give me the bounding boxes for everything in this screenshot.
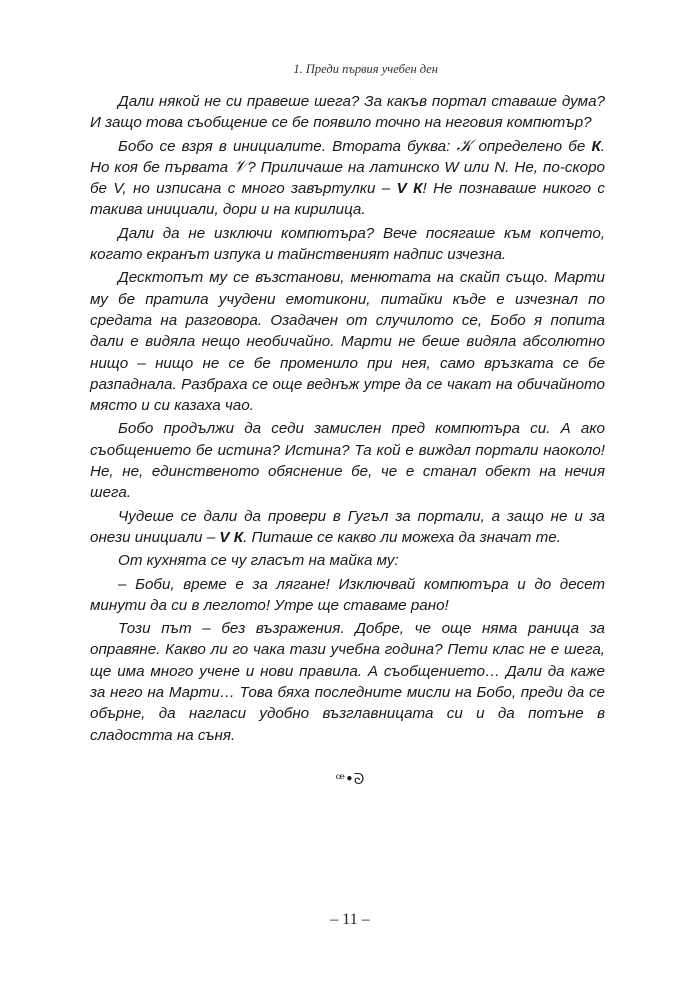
paragraph: От кухнята се чу гласът на майка му: [118, 552, 399, 570]
bold-letter-k: К [591, 137, 601, 155]
initials-vk: V К [219, 528, 244, 546]
initials-vk: V К [396, 180, 423, 198]
script-initial-v: 𝒱 [233, 156, 248, 177]
section-ornament: ꟹ•ᘐ [335, 770, 365, 788]
paragraph: – Боби, време е за лягане! Изключвай компютъра и до десет минути да си в леглото! Утре ще ставаме рано! [90, 575, 605, 614]
running-head: 1. Преди първия учебен ден [293, 62, 438, 76]
paragraph: Бобо продължи да седи замислен пред компютъра си. А ако съобщението бе истина? Истина? Та кой е виждал портали наоколо! Не, не, единственото обяснение бе, че е станал обект на нечия шега. [90, 420, 605, 502]
text-span: Чудеше се дали да провери в Гугъл за портали, а защо не и за онези инициали – [90, 507, 605, 546]
text-span: ? Приличаше на латинско W или N. Не, по-скоро бе V, но изписана с много завъртулки – [90, 158, 605, 198]
text-span: определено бе [472, 137, 592, 155]
text-span: ! Не познаваше никого с такива инициали, дори и на кирилица. [90, 180, 606, 219]
script-initial-k: 𝒦 [456, 135, 473, 156]
paragraph [90, 136, 605, 221]
text-span: . Питаше се какво ли можеха да значат те. [243, 528, 561, 546]
text-span: Бобо се взря в инициалите. Втората буква: [118, 137, 457, 155]
paragraph: Този път – без възражения. Добре, че още няма раница за оправяне. Какво ли го чака тази учебна година? Пети клас не е шега, ще има много учене и нови правила. А съобщението… Дали да каже за него на Марти… Това бяха последните мисли на Бобо, преди да се обърне, да нагласи удобно възглавницата си и да потъне в сладостта на съня. [90, 620, 605, 744]
paragraph [90, 506, 605, 549]
text-span: . Но коя бе първата [90, 137, 606, 176]
paragraph: Десктопът му се възстанови, менютата на скайп също. Марти му бе пратила учудени емотикони, питайки къде е изчезнал по средата на разговора. Озадачен от случилото се, Бобо я попита дали е видяла нещо необичайно. Марти не беше видяла абсолютно нищо – нищо не се бе променило при нея, само връзката се бе разпаднала. Разбраха се още веднъж утре да се чакат на обичайното място и си казаха чао. [90, 269, 605, 415]
paragraph: Дали да не изключи компютъра? Вече посягаше към копчето, когато екранът изпука и тайнственият надпис изчезна. [90, 224, 605, 264]
paragraph: Дали някой не си правеше шега? За какъв портал ставаше дума? И защо това съобщение се бе появило точно на неговия компютър? [90, 93, 605, 132]
body-text [90, 91, 605, 748]
page-number: – 11 – [330, 911, 370, 928]
